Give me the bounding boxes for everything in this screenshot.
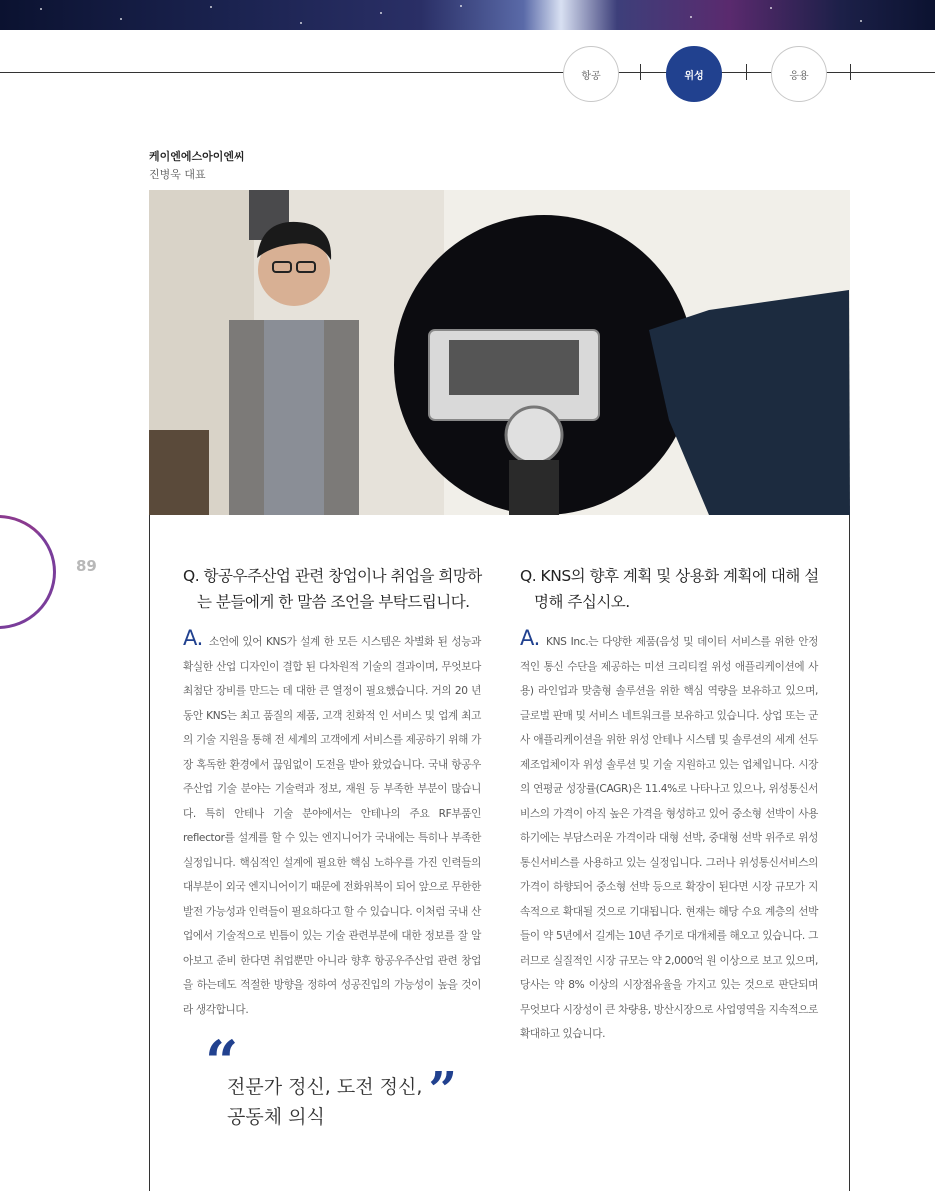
pull-quote-line2: 공동체 의식 — [227, 1106, 325, 1128]
pull-quote-line1: 전문가 정신, 도전 정신, — [227, 1076, 423, 1098]
space-banner — [0, 0, 935, 30]
left-answer — [183, 626, 481, 1022]
nav-tab-label: 위성 — [684, 70, 704, 82]
right-answer — [520, 626, 818, 1047]
company-name: 케이엔에스아이엔씨 — [149, 150, 245, 163]
left-question — [183, 563, 493, 615]
nav-divider — [746, 64, 747, 80]
right-question-text: Q. KNS의 향후 계획 및 상용화 계획에 대해 설명해 주십시오. — [520, 567, 819, 611]
left-question-text: Q. 항공우주산업 관련 창업이나 취업을 희망하는 분들에게 한 말씀 조언을 부탁드립니다. — [183, 567, 482, 611]
right-answer-text: KNS Inc.는 다양한 제품(음성 및 데이터 서비스를 위한 안정적인 통신 수단을 제공하는 미션 크리티컬 위성 애플리케이션에 사용) 라인업과 맞춤형 솔루션을 위한 핵심 역량을 보유하고 있으며, 글로벌 판매 및 서비스 네트워크를 보유하고 있습니다. 상업 또는 군사 애플리케이션을 위한 위성 안테나 시스템 및 솔루션의 세계 선두 제조업체이자 위성 솔루션 및 기술 지원하고 있는 업체입니다. 시장의 연평균 성장률(CAGR)은 11.4%로 나타나고 있으나, 위성통신서비스의 가격이 아직 높은 가격을 형성하고 있어 중소형 선박이 사용하기에는 부담스러운 가격이라 대형 선박, 중대형 선박 위주로 위성통신서비스를 사용하고 있는 실정입니다. 그러나 위성통신서비스의 가격이 하향되어 중소형 선박 등으로 확장이 된다면 시장 규모가 지속적으로 확대될 것으로 기대됩니다. 현재는 해당 수요 계층의 선박들이 약 5년에서 길게는 10년 주기로 대개체를 해오고 있습니다. 그러므로 실질적인 시장 규모는 약 2,000억 원 이상으로 보고 있으며, 당사는 약 8% 이상의 시장점유율을 가지고 있는 것으로 판단되며 무엇보다 시장성이 큰 차량용, 방산시장으로 사업영역을 지속적으로 확대하고 있습니다. — [520, 636, 818, 1040]
right-question — [520, 563, 830, 615]
nav-divider — [850, 64, 851, 80]
interview-photo — [149, 190, 850, 515]
close-quote-icon: ” — [428, 1060, 458, 1119]
frame-right-line — [849, 515, 850, 1191]
nav-tab-application[interactable] — [771, 46, 827, 102]
nav-tab-satellite[interactable] — [666, 46, 722, 102]
answer-mark: A. — [520, 626, 540, 650]
decorative-arc — [0, 515, 56, 629]
left-answer-text: 소언에 있어 KNS가 설계 한 모든 시스템은 차별화 된 성능과 확실한 산업 디자인이 결합 된 다차원적 기술의 결과이며, 무엇보다 최첨단 장비를 만드는 데 대한 큰 열정이 필요했습니다. 거의 20 년 동안 KNS는 최고 품질의 제품, 고객 친화적 인 서비스 및 업계 최고의 기술 지원을 통해 전 세계의 고객에게 서비스를 제공하기 위해 가장 혹독한 환경에서 끊임없이 도전을 받아 왔었습니다. 국내 항공우주산업 기술 분야는 기술력과 정보, 재원 등 부족한 부분이 많습니다. 특히 안테나 기술 분야에서는 안테나의 주요 RF부품인 reflector를 설계를 할 수 있는 엔지니어가 국내에는 특히나 부족한 실정입니다. 핵심적인 설계에 필요한 핵심 노하우를 가진 인력들의 대부분이 외국 엔지니어이기 때문에 전화위복이 되어 앞으로 무한한 발전 가능성과 인력들이 필요하다고 할 수 있습니다. 이처럼 국내 산업에서 기술적으로 빈틈이 있는 기술 관련부분에 대한 정보를 잘 알아보고 준비 한다면 취업뿐만 아니라 향후 항공우주산업 관련 창업을 하는데도 적절한 방향을 정하여 성공진입의 가능성이 높을 것이라 생각합니다. — [183, 636, 481, 1016]
nav-tab-aviation[interactable] — [563, 46, 619, 102]
nav-divider — [640, 64, 641, 80]
frame-left-line — [149, 515, 150, 1191]
nav-tab-label: 항공 — [581, 70, 601, 82]
answer-mark: A. — [183, 626, 203, 650]
photo-illustration — [149, 190, 850, 515]
nav-tab-label: 응용 — [789, 70, 809, 82]
page-number: 89 — [76, 557, 97, 575]
pull-quote-text — [227, 1060, 507, 1132]
open-quote-icon: “ — [205, 1028, 239, 1096]
person-title: 진병욱 대표 — [149, 168, 206, 181]
